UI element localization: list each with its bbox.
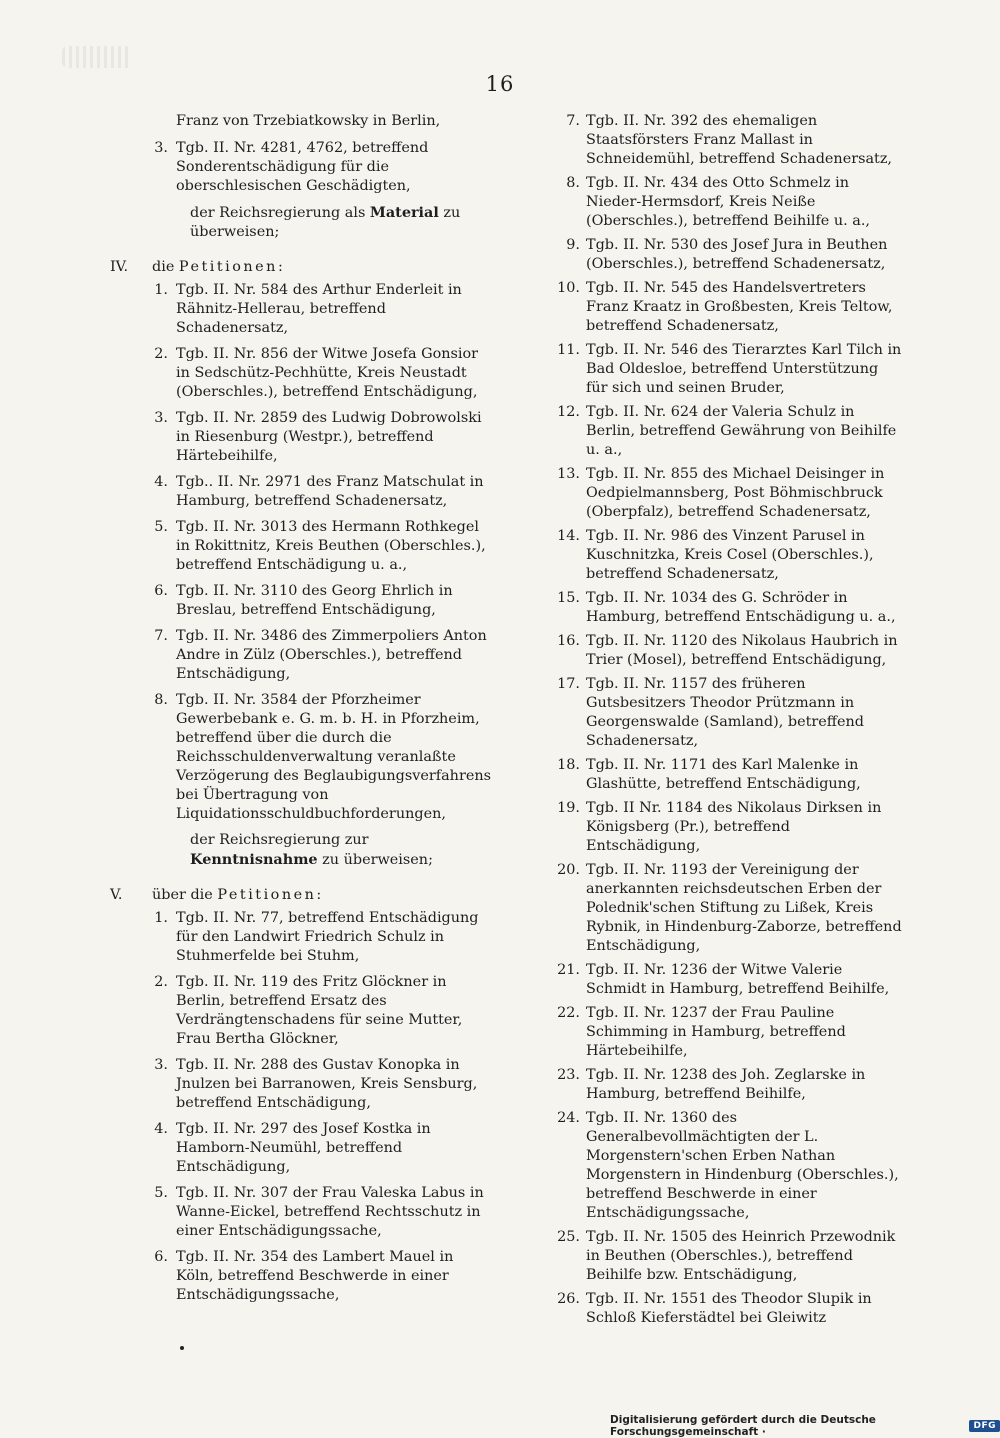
- item-number: 2.: [154, 346, 168, 362]
- item-text: Tgb. II. Nr. 307 der Frau Valeska Labus in Wanne-Eickel, betreffend Rechtsschutz in einer Entschädigungssache,: [176, 1185, 484, 1239]
- item-text: Tgb. II. Nr. 1171 des Karl Malenke in Glashütte, betreffend Entschädigung,: [586, 757, 861, 792]
- item-text: Tgb. II. Nr. 119 des Fritz Glöckner in Berlin, betreffend Ersatz des Verdrängtenschadens für seine Mutter, Frau Bertha Glöckner,: [176, 974, 463, 1047]
- item-text: Tgb. II. Nr. 1237 der Frau Pauline Schimming in Hamburg, betreffend Härtebeihilfe,: [586, 1005, 846, 1059]
- item-number: 13.: [557, 466, 580, 482]
- list-item: [548, 675, 902, 751]
- list-item: [110, 909, 492, 966]
- item-number: 21.: [557, 962, 580, 978]
- list-item: [548, 341, 902, 398]
- item-number: 3.: [154, 410, 168, 426]
- item-text: Tgb. II. Nr. 4281, 4762, betreffend Sonderentschädigung für die oberschlesischen Geschädigten,: [176, 140, 429, 194]
- item-text: Tgb. II. Nr. 1193 der Vereinigung der anerkannten reichsdeutschen Erben der Polednik'schen Stiftung zu Lißek, Kreis Rybnik, in Hindenburg-Zaborze, betreffend Entschädigung,: [586, 862, 902, 954]
- item-text: Tgb. II. Nr. 2859 des Ludwig Dobrowolski in Riesenburg (Westpr.), betreffend Härtebeihilfe,: [176, 410, 482, 464]
- instruction-bold: Material: [369, 204, 439, 221]
- list-item: [110, 1056, 492, 1113]
- list-item: [548, 1290, 902, 1328]
- item-text: Tgb. II. Nr. 1157 des früheren Gutsbesitzers Theodor Prützmann in Georgenswalde (Samland), betreffend Schadenersatz,: [586, 676, 864, 749]
- item-text: Tgb. II. Nr. 77, betreffend Entschädigung für den Landwirt Friedrich Schulz in Stuhmerfelde bei Stuhm,: [176, 910, 479, 964]
- footer-text: Digitalisierung gefördert durch die Deutsche Forschungsgemeinschaft ·: [610, 1414, 876, 1438]
- item-number: 4.: [154, 474, 168, 490]
- scan-smudge: [62, 46, 132, 68]
- item-number: 26.: [557, 1291, 580, 1307]
- item-text: Tgb. II. Nr. 1360 des Generalbevollmächtigten der L. Morgenstern'schen Erben Nathan Morgenstern in Hindenburg (Oberschles.), betreffend Beschwerde in einer Entschädigungssache,: [586, 1110, 899, 1221]
- item-number: 5.: [154, 1185, 168, 1201]
- footer: [610, 1414, 1000, 1438]
- item-number: 2.: [154, 974, 168, 990]
- item-number: 20.: [557, 862, 580, 878]
- item-text: Tgb. II. Nr. 855 des Michael Deisinger in Oedpielmannsberg, Post Böhmischbruck (Oberpfalz), betreffend Schadenersatz,: [586, 466, 885, 520]
- item-number: 22.: [557, 1005, 580, 1021]
- item-text: Tgb. II. Nr. 546 des Tierarztes Karl Tilch in Bad Oldesloe, betreffend Unterstützung für sich und seinen Bruder,: [586, 342, 902, 396]
- section-post: :: [316, 887, 322, 903]
- left-column: [110, 112, 492, 1312]
- scan-dot: [180, 1346, 184, 1350]
- instruction-bold: Kenntnisnahme: [190, 851, 318, 868]
- item-text: Tgb. II. Nr. 1238 des Joh. Zeglarske in Hamburg, betreffend Beihilfe,: [586, 1067, 866, 1102]
- instruction-post: zu überweisen;: [317, 852, 433, 868]
- item-text: Tgb. II. Nr. 288 des Gustav Konopka in Jnulzen bei Barranowen, Kreis Sensburg, betreffend Entschädigung,: [176, 1057, 478, 1111]
- list-item: [548, 174, 902, 231]
- item-text: Tgb. II. Nr. 3110 des Georg Ehrlich in Breslau, betreffend Entschädigung,: [176, 583, 453, 618]
- list-item: [548, 1228, 902, 1285]
- item-number: 9.: [566, 237, 580, 253]
- item-text: Tgb. II. Nr. 584 des Arthur Enderleit in Rähnitz-Hellerau, betreffend Schadenersatz,: [176, 282, 462, 336]
- instruction-pre: der Reichsregierung als: [190, 205, 370, 221]
- item-number: 19.: [557, 800, 580, 816]
- list-item: [110, 473, 492, 511]
- item-text: Tgb. II. Nr. 530 des Josef Jura in Beuthen (Oberschles.), betreffend Schadenersatz,: [586, 237, 888, 272]
- list-item: [548, 1004, 902, 1061]
- list-item: [548, 1066, 902, 1104]
- item-text: Tgb. II. Nr. 1551 des Theodor Slupik in Schloß Kieferstädtel bei Gleiwitz: [586, 1291, 872, 1326]
- list-item: [110, 139, 492, 196]
- instruction: [110, 203, 492, 242]
- section-spaced: Petitionen: [217, 887, 317, 903]
- item-text: Tgb.. II. Nr. 2971 des Franz Matschulat in Hamburg, betreffend Schadenersatz,: [176, 474, 484, 509]
- list-item: [548, 861, 902, 956]
- item-number: 1.: [154, 282, 168, 298]
- item-number: 24.: [557, 1110, 580, 1126]
- item-number: 10.: [557, 280, 580, 296]
- item-number: 16.: [557, 633, 580, 649]
- list-item: [548, 632, 902, 670]
- right-column: [548, 112, 902, 1333]
- item-number: 11.: [557, 342, 580, 358]
- list-item: [548, 279, 902, 336]
- list-item: [110, 345, 492, 402]
- item-number: 12.: [557, 404, 580, 420]
- section-heading: [110, 886, 492, 905]
- item-number: 6.: [154, 1249, 168, 1265]
- dfg-logo: DFG: [969, 1420, 1000, 1432]
- item-number: 1.: [154, 910, 168, 926]
- list-item: [110, 518, 492, 575]
- list-item: [110, 1248, 492, 1305]
- item-text: Tgb. II. Nr. 3013 des Hermann Rothkegel in Rokittnitz, Kreis Beuthen (Oberschles.), betreffend Entschädigung u. a.,: [176, 519, 486, 573]
- list-item: [110, 582, 492, 620]
- section-number: V.: [110, 887, 123, 903]
- item-number: 5.: [154, 519, 168, 535]
- list-item: [110, 281, 492, 338]
- item-text: Tgb. II. Nr. 986 des Vinzent Parusel in Kuschnitzka, Kreis Cosel (Oberschles.), betreffend Schadenersatz,: [586, 528, 874, 582]
- list-item: [548, 112, 902, 169]
- item-text: Tgb. II. Nr. 434 des Otto Schmelz in Nieder-Hermsdorf, Kreis Neiße (Oberschles.), betreffend Beihilfe u. a.,: [586, 175, 871, 229]
- item-text: Tgb. II. Nr. 3486 des Zimmerpoliers Anton Andre in Zülz (Oberschles.), betreffend Entschädigung,: [176, 628, 487, 682]
- section-pre: die: [152, 259, 179, 275]
- item-text: Tgb. II. Nr. 856 der Witwe Josefa Gonsior in Sedschütz-Pechhütte, Kreis Neustadt (Oberschles.), betreffend Entschädigung,: [176, 346, 479, 400]
- item-number: 6.: [154, 583, 168, 599]
- item-number: 3.: [154, 140, 168, 156]
- item-number: 7.: [154, 628, 168, 644]
- list-item: [548, 1109, 902, 1223]
- item-number: 23.: [557, 1067, 580, 1083]
- item-text: Tgb. II. Nr. 3584 der Pforzheimer Gewerbebank e. G. m. b. H. in Pforzheim, betreffend über die durch die Reichsschuldenverwaltung veranlaßte Verzögerung des Beglaubigungsverfahrens bei Übertragung von Liquidationsschuldbuchforderungen,: [176, 692, 491, 822]
- section-spaced: Petitionen: [178, 259, 278, 275]
- page-number: 16: [485, 72, 515, 96]
- list-item: [548, 756, 902, 794]
- item-number: 8.: [566, 175, 580, 191]
- item-number: 4.: [154, 1121, 168, 1137]
- item-text: Tgb. II. Nr. 297 des Josef Kostka in Hamborn-Neumühl, betreffend Entschädigung,: [176, 1121, 431, 1175]
- continued-entry: Franz von Trzebiatkowsky in Berlin,: [176, 113, 441, 129]
- list-item: [548, 799, 902, 856]
- item-text: Tgb. II. Nr. 1034 des G. Schröder in Hamburg, betreffend Entschädigung u. a.,: [586, 590, 896, 625]
- item-number: 18.: [557, 757, 580, 773]
- list-item: [548, 236, 902, 274]
- item-text: Tgb. II. Nr. 1120 des Nikolaus Haubrich in Trier (Mosel), betreffend Entschädigung,: [586, 633, 898, 668]
- item-text: Tgb. II. Nr. 624 der Valeria Schulz in Berlin, betreffend Gewährung von Beihilfe u. a.,: [586, 404, 897, 458]
- item-number: 7.: [566, 113, 580, 129]
- item-number: 3.: [154, 1057, 168, 1073]
- list-item: [548, 403, 902, 460]
- item-text: Tgb. II. Nr. 1236 der Witwe Valerie Schmidt in Hamburg, betreffend Beihilfe,: [586, 962, 890, 997]
- instruction: [110, 831, 492, 870]
- instruction-pre: der Reichsregierung zur: [190, 832, 369, 848]
- list-item: [110, 1120, 492, 1177]
- instruction-post: zu überweisen;: [190, 205, 461, 240]
- item-text: Tgb. II Nr. 1184 des Nikolaus Dirksen in Königsberg (Pr.), betreffend Entschädigung,: [586, 800, 882, 854]
- item-number: 8.: [154, 692, 168, 708]
- item-text: Tgb. II. Nr. 545 des Handelsvertreters Franz Kraatz in Großbesten, Kreis Teltow, betreffend Schadenersatz,: [586, 280, 893, 334]
- list-item: [548, 961, 902, 999]
- item-number: 25.: [557, 1229, 580, 1245]
- list-item: [110, 973, 492, 1049]
- item-text: Tgb. II. Nr. 1505 des Heinrich Przewodnik in Beuthen (Oberschles.), betreffend Beihilfe bzw. Entschädigung,: [586, 1229, 896, 1283]
- item-text: Tgb. II. Nr. 354 des Lambert Mauel in Köln, betreffend Beschwerde in einer Entschädigungssache,: [176, 1249, 454, 1303]
- list-item: [110, 409, 492, 466]
- list-item: [548, 589, 902, 627]
- section-heading: [110, 258, 492, 277]
- section-number: IV.: [110, 259, 129, 275]
- list-item: [548, 465, 902, 522]
- list-item: [110, 1184, 492, 1241]
- list-item: [110, 691, 492, 824]
- list-item: [110, 627, 492, 684]
- item-number: 17.: [557, 676, 580, 692]
- item-text: Tgb. II. Nr. 392 des ehemaligen Staatsförsters Franz Mallast in Schneidemühl, betreffend Schadenersatz,: [586, 113, 892, 167]
- section-post: :: [277, 259, 283, 275]
- item-number: 15.: [557, 590, 580, 606]
- item-number: 14.: [557, 528, 580, 544]
- section-pre: über die: [152, 887, 218, 903]
- list-item: [548, 527, 902, 584]
